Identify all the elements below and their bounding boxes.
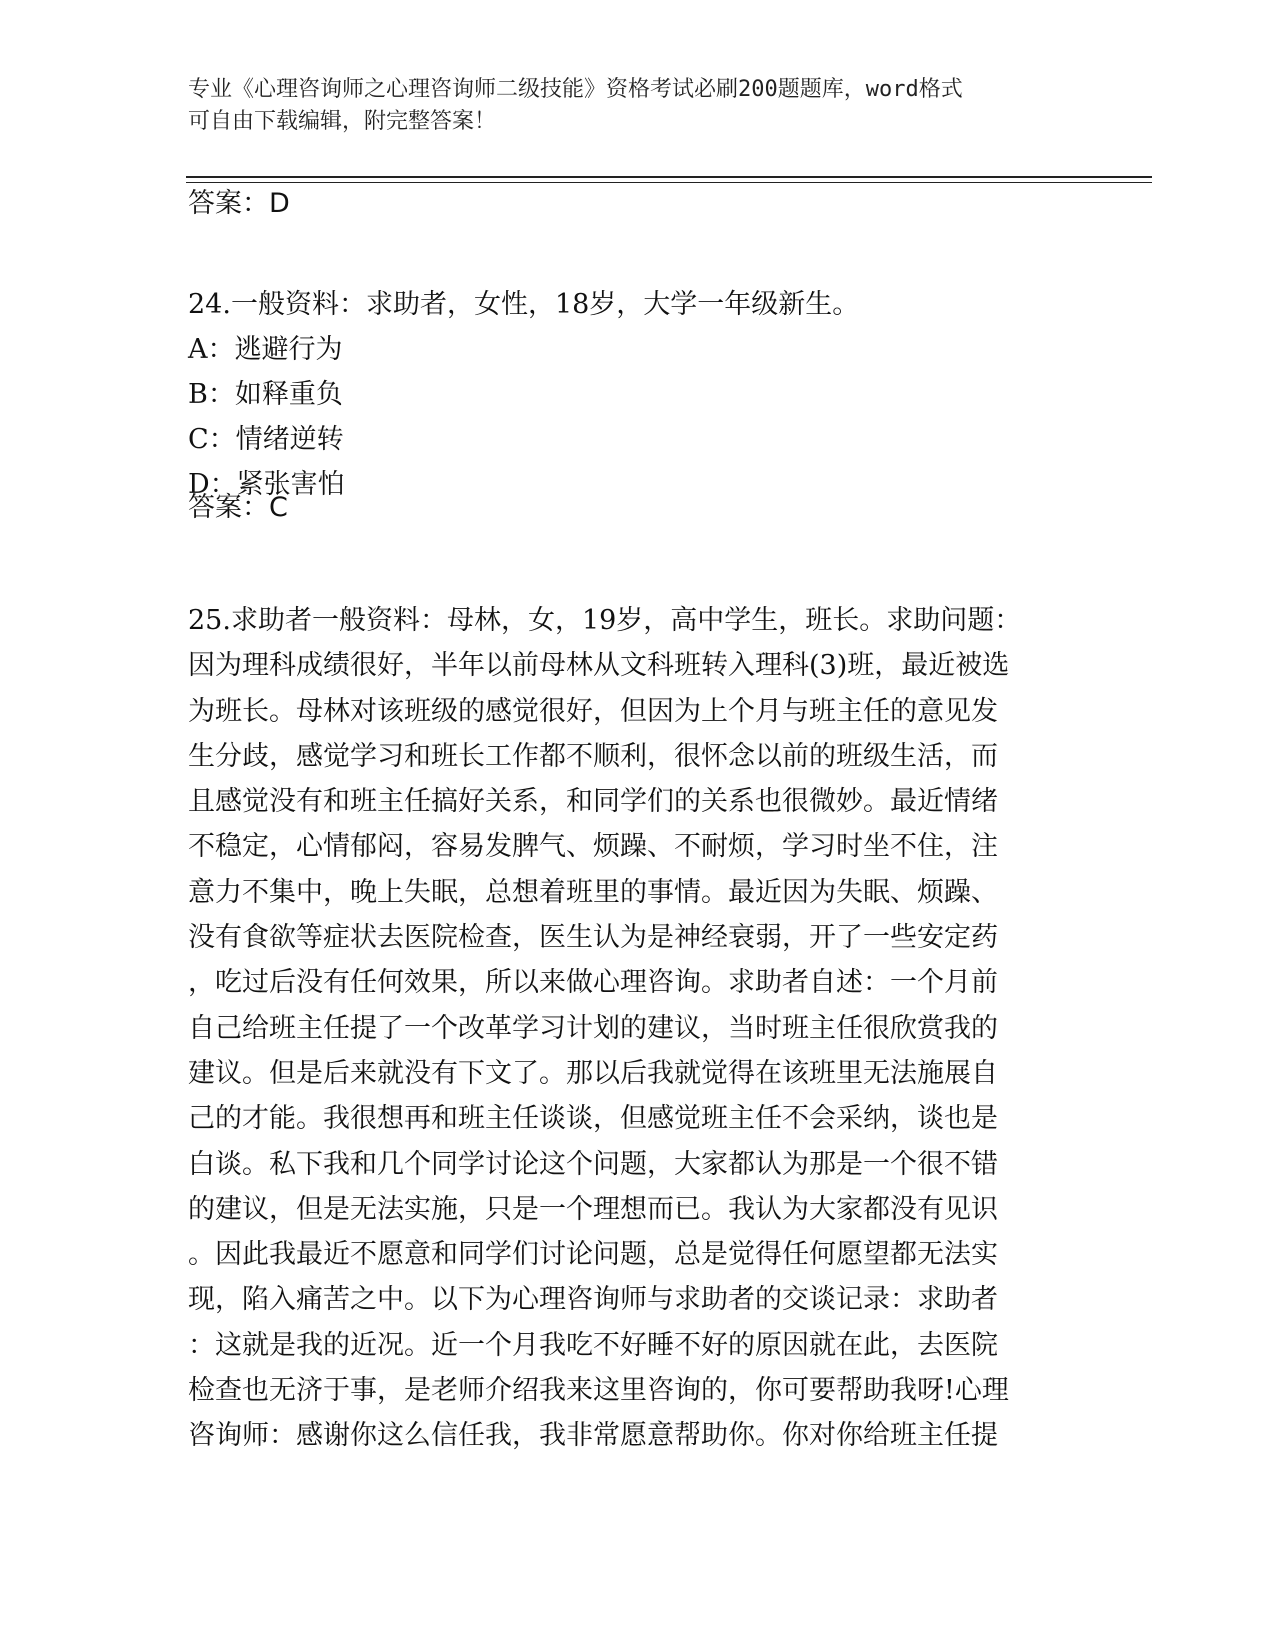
question-25-line: 白谈。私下我和几个同学讨论这个问题，大家都认为那是一个很不错 <box>188 1148 998 1180</box>
question-25-line: 己的才能。我很想再和班主任谈谈，但感觉班主任不会采纳，谈也是 <box>188 1103 998 1135</box>
answer-q24: 答案：C <box>188 492 288 523</box>
question-25-line: 检查也无济于事，是老师介绍我来这里咨询的，你可要帮助我呀!心理 <box>188 1375 1009 1407</box>
question-25-line: 不稳定，心情郁闷，容易发脾气、烦躁、不耐烦，学习时坐不住，注 <box>188 831 998 863</box>
question-25-line: 建议。但是后来就没有下文了。那以后我就觉得在该班里无法施展自 <box>188 1057 998 1089</box>
header-divider-thick <box>186 176 1152 178</box>
question-25-line: 自己给班主任提了一个改革学习计划的建议，当时班主任很欣赏我的 <box>188 1012 998 1044</box>
question-24 <box>188 282 859 507</box>
question-25-line: 生分歧，感觉学习和班长工作都不顺利，很怀念以前的班级生活，而 <box>188 740 998 772</box>
question-stem: 24.一般资料：求助者，女性，18岁，大学一年级新生。 <box>188 289 860 320</box>
question-25-line: 没有食欲等症状去医院检查，医生认为是神经衰弱，开了一些安定药 <box>188 922 998 954</box>
document-header <box>188 74 1068 138</box>
header-line-1: 专业《心理咨询师之心理咨询师二级技能》资格考试必刷200题题库，word格式 <box>188 77 963 102</box>
question-25-line: 25.求助者一般资料：母林，女，19岁，高中学生，班长。求助问题： <box>188 605 1022 636</box>
header-line-2: 可自由下载编辑，附完整答案！ <box>188 109 497 134</box>
question-25-line: 因为理科成绩很好，半年以前母林从文科班转入理科(3)班，最近被选 <box>188 650 1010 682</box>
question-25-line: 的建议，但是无法实施，只是一个理想而已。我认为大家都没有见识 <box>188 1193 998 1225</box>
option-c: C：情绪逆转 <box>188 424 344 455</box>
option-b: B：如释重负 <box>188 379 343 410</box>
option-a: A：逃避行为 <box>188 334 343 365</box>
question-25-line: 。因此我最近不愿意和同学们讨论问题，总是觉得任何愿望都无法实 <box>188 1239 998 1271</box>
question-25-line: 现，陷入痛苦之中。以下为心理咨询师与求助者的交谈记录：求助者 <box>188 1284 998 1316</box>
question-25-line: ：这就是我的近况。近一个月我吃不好睡不好的原因就在此，去医院 <box>188 1329 998 1361</box>
question-25-line: 为班长。母林对该班级的感觉很好，但因为上个月与班主任的意见发 <box>188 695 998 727</box>
question-25-line: 且感觉没有和班主任搞好关系，和同学们的关系也很微妙。最近情绪 <box>188 786 998 818</box>
question-25-line: 意力不集中，晚上失眠，总想着班里的事情。最近因为失眠、烦躁、 <box>188 876 998 908</box>
answer-q23: 答案：D <box>188 188 290 219</box>
header-divider-thin <box>186 182 1152 183</box>
question-25 <box>188 598 1068 1459</box>
option-d: D：紧张害怕 <box>188 469 345 500</box>
question-25-line: ，吃过后没有任何效果，所以来做心理咨询。求助者自述：一个月前 <box>188 967 998 999</box>
question-25-line: 咨询师：感谢你这么信任我，我非常愿意帮助你。你对你给班主任提 <box>188 1420 998 1452</box>
